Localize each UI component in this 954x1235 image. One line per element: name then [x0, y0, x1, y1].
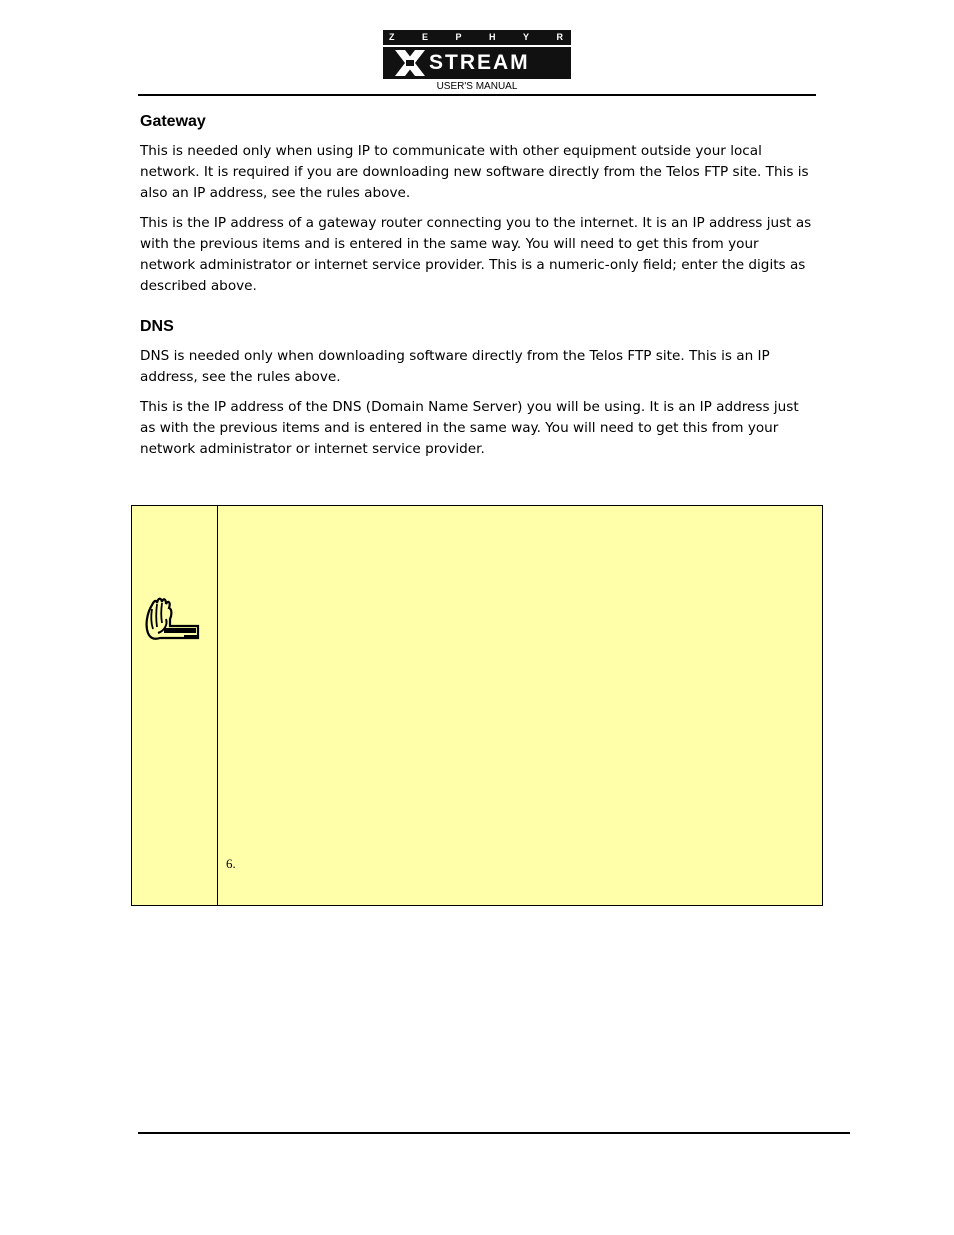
logo-x-mark — [393, 48, 427, 78]
manual-subtitle: USER'S MANUAL — [436, 81, 518, 92]
section-heading: Gateway — [140, 113, 206, 130]
logo-letter: Y — [522, 32, 531, 42]
logo-letter: H — [488, 32, 498, 42]
paragraph: This is needed only when using IP to communicate with other equipment outside your local network. It is required if you are downloading new software directly from the Telos FTP site. This is also an IP address, see the rules above. — [140, 143, 809, 201]
page-content — [140, 111, 816, 460]
logo-letter: E — [421, 32, 430, 42]
logo-letter: P — [455, 32, 464, 42]
logo-letter: R — [556, 32, 565, 42]
note-icon-column — [132, 506, 218, 905]
paragraph: DNS is needed only when downloading software directly from the Telos FTP site. This is an IP address, see the rules above. — [140, 348, 770, 385]
header-rule — [138, 94, 816, 96]
note-body — [218, 506, 822, 905]
dns-section — [140, 316, 816, 460]
paragraph: This is the IP address of a gateway router connecting you to the internet. It is an IP address just as with the previous items and is entered in the same way. You will need to get this from your network administrator or internet service provider. This is a numeric-only field; enter the digits as described above. — [140, 215, 812, 294]
logo-brand-main: STREAM — [429, 51, 530, 74]
footer-rule — [138, 1132, 850, 1134]
writing-hand-icon — [144, 595, 202, 643]
logo-divider — [383, 45, 571, 47]
note-box — [131, 505, 823, 906]
paragraph: This is the IP address of the DNS (Domain Name Server) you will be using. It is an IP address just as with the previous items and is entered in the same way. You will need to get this from your network administrator or internet service provider. — [140, 399, 799, 457]
zephyr-xstream-logo — [383, 30, 571, 79]
logo-letter: Z — [389, 32, 397, 42]
note-list-number: 6. — [226, 856, 236, 871]
section-heading: DNS — [140, 318, 174, 335]
logo-brand-top — [383, 30, 571, 44]
gateway-section — [140, 111, 816, 297]
